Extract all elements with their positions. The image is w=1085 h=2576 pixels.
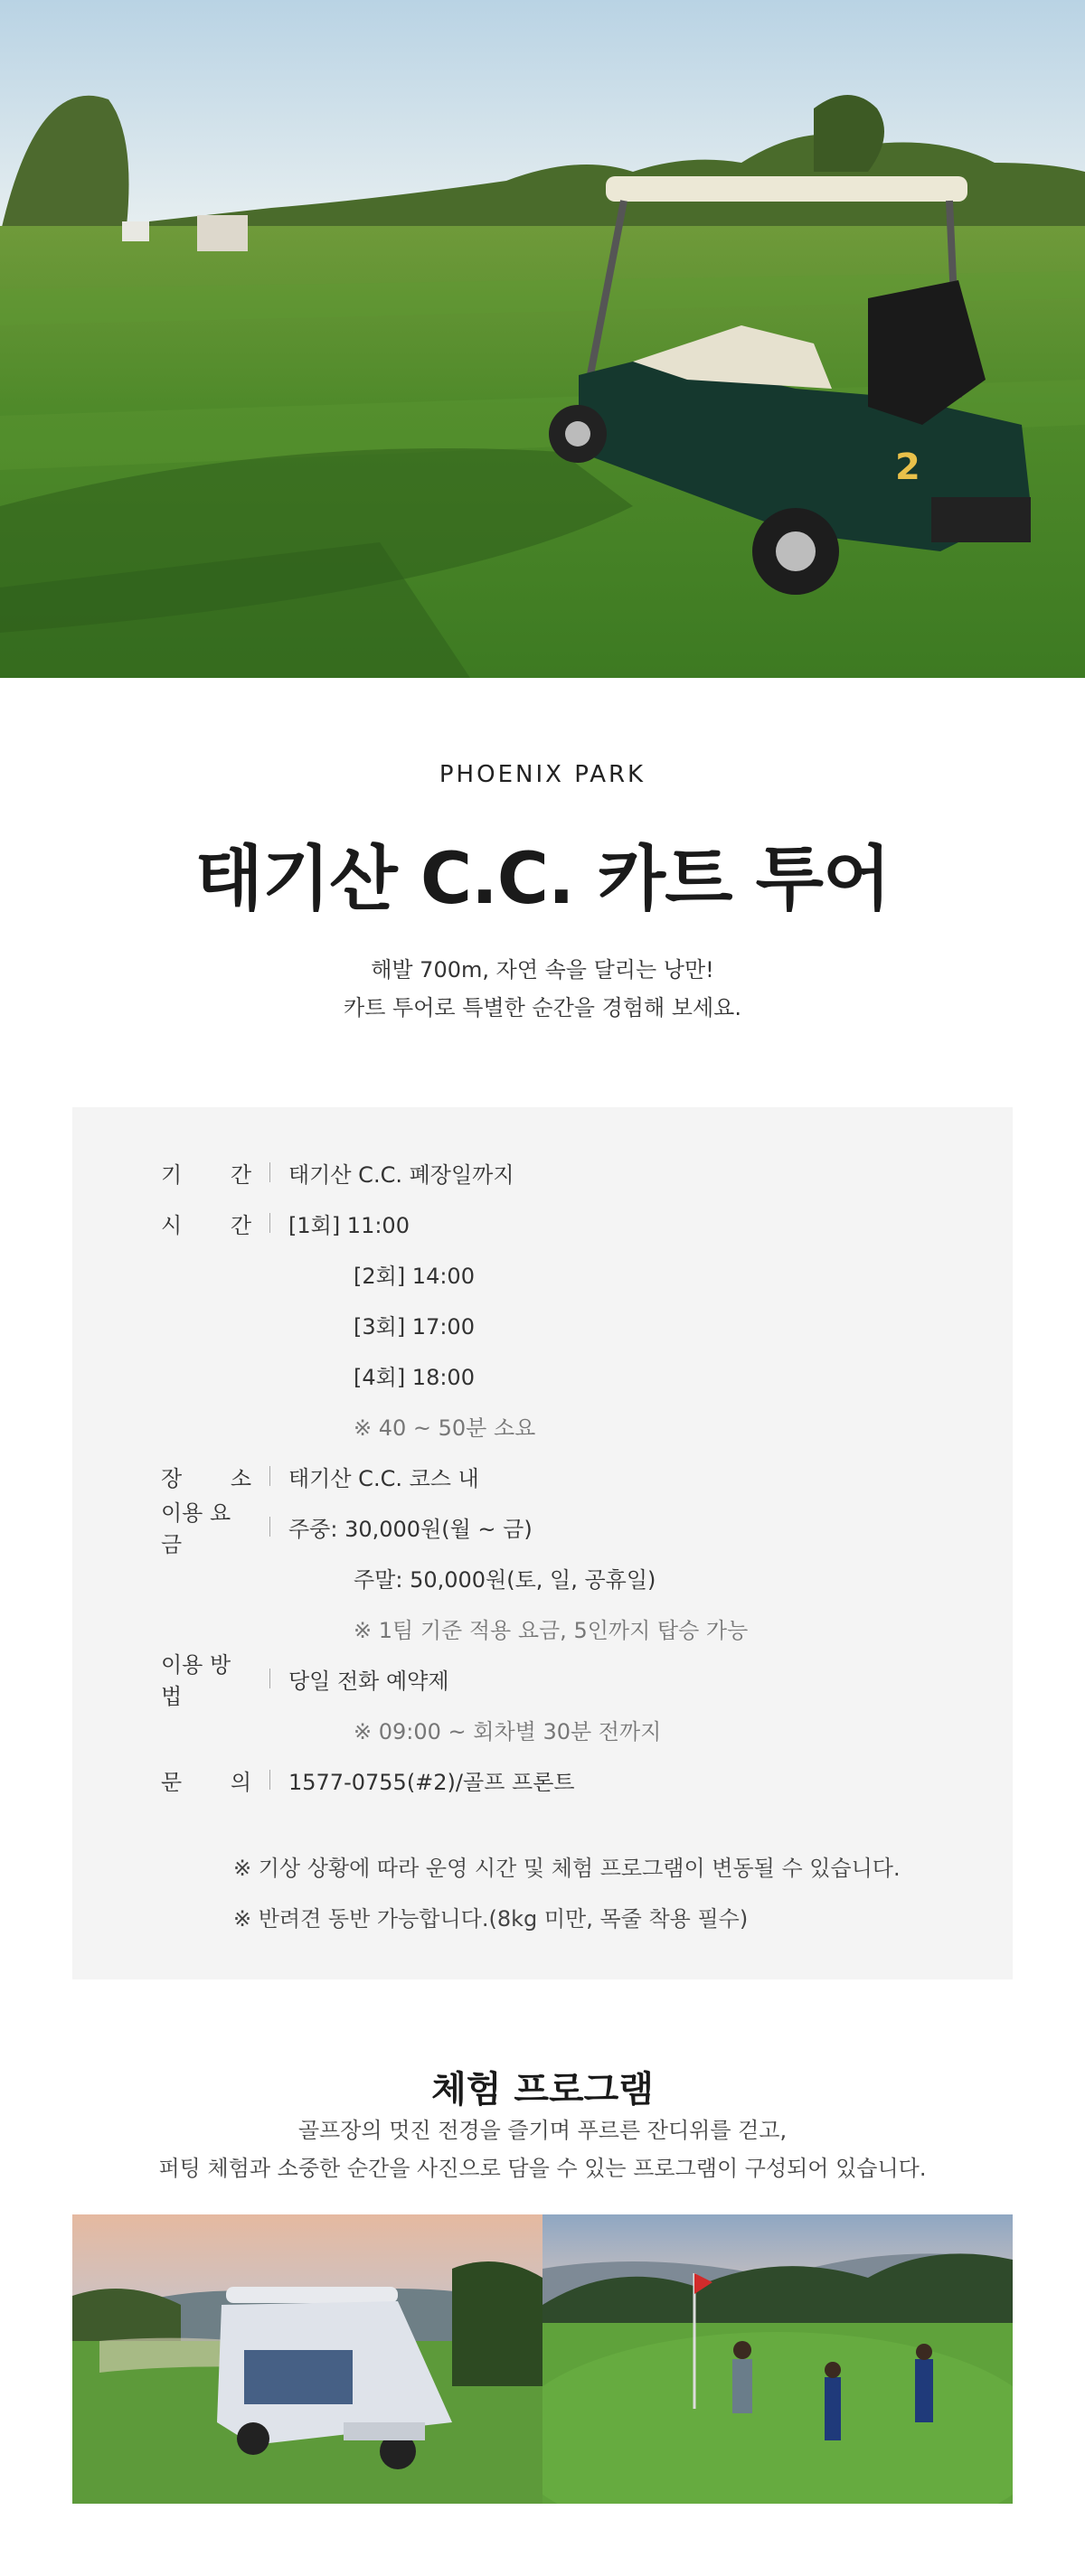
- hero-image: [0, 0, 1085, 678]
- page-title: 태기산 C.C. 카트 투어: [194, 839, 891, 920]
- info-value-time-2: [2회] 14:00: [354, 1263, 475, 1289]
- label-char: 기: [161, 1161, 183, 1188]
- info-label-contact: [161, 1764, 251, 1796]
- label-char: 소: [230, 1465, 251, 1491]
- info-row-period: [161, 1154, 514, 1190]
- info-row-contact: [161, 1762, 575, 1798]
- label-char: 시: [161, 1212, 183, 1238]
- subtitle-line-1: 해발 700m, 자연 속을 달리는 낭만!: [371, 957, 714, 982]
- brand-name: PHOENIX PARK: [439, 761, 646, 788]
- footnote-weather: ※ 기상 상황에 따라 운영 시간 및 체험 프로그램이 변동될 수 있습니다.: [233, 1855, 901, 1881]
- divider: [269, 1669, 270, 1688]
- program-desc-line-1: 골프장의 멋진 전경을 즐기며 푸르른 잔디위를 걷고,: [297, 2118, 788, 2143]
- info-note-fee: ※ 1팀 기준 적용 요금, 5인까지 탑승 가능: [354, 1617, 749, 1643]
- info-value-contact[interactable]: 1577-0755(#2)/골프 프론트: [288, 1769, 575, 1795]
- info-value-time-1: [1회] 11:00: [288, 1212, 410, 1238]
- info-value-fee-weekend: 주말: 50,000원(토, 일, 공휴일): [354, 1566, 656, 1593]
- svg-text:2: 2: [895, 447, 920, 488]
- info-value-time-3: [3회] 17:00: [354, 1313, 475, 1340]
- info-row-time: [161, 1205, 410, 1241]
- info-label-place: [161, 1461, 251, 1492]
- label-char: 간: [230, 1212, 251, 1238]
- info-row-fee: [161, 1500, 533, 1557]
- info-label-period: [161, 1157, 251, 1189]
- footnote-pet: ※ 반려견 동반 가능합니다.(8kg 미만, 목줄 착용 필수): [233, 1905, 749, 1932]
- info-note-time: ※ 40 ~ 50분 소요: [354, 1415, 536, 1441]
- label-char: 문: [161, 1769, 183, 1795]
- label-char: 장: [161, 1465, 183, 1491]
- label-char: 간: [230, 1161, 251, 1188]
- info-label-method: 이용 방법: [161, 1652, 231, 1709]
- divider: [269, 1213, 270, 1233]
- program-description: [0, 2111, 1085, 2187]
- divider: [269, 1162, 270, 1182]
- photo-children-putting: [542, 2214, 1013, 2504]
- info-row-place: [161, 1458, 479, 1494]
- divider: [269, 1770, 270, 1790]
- info-value-fee-weekday: 주중: 30,000원(월 ~ 금): [288, 1516, 533, 1542]
- info-value-period: 태기산 C.C. 폐장일까지: [288, 1161, 514, 1188]
- divider: [269, 1517, 270, 1537]
- info-value-place: 태기산 C.C. 코스 내: [288, 1465, 479, 1491]
- page-subtitle: [0, 951, 1085, 1027]
- subtitle-line-2: 카트 투어로 특별한 순간을 경험해 보세요.: [344, 995, 741, 1020]
- photo-family-golf-cart: [72, 2214, 542, 2504]
- info-note-method: ※ 09:00 ~ 회차별 30분 전까지: [354, 1718, 662, 1744]
- divider: [269, 1466, 270, 1486]
- info-row-method: [161, 1652, 449, 1709]
- info-label-time: [161, 1208, 251, 1239]
- info-value-time-4: [4회] 18:00: [354, 1364, 475, 1390]
- program-title: 체험 프로그램: [431, 2069, 654, 2111]
- info-label-fee: 이용 요금: [161, 1500, 231, 1557]
- program-desc-line-2: 퍼팅 체험과 소중한 순간을 사진으로 담을 수 있는 프로그램이 구성되어 있습니다.: [158, 2156, 927, 2181]
- label-char: 의: [230, 1769, 251, 1795]
- info-value-method: 당일 전화 예약제: [288, 1668, 449, 1694]
